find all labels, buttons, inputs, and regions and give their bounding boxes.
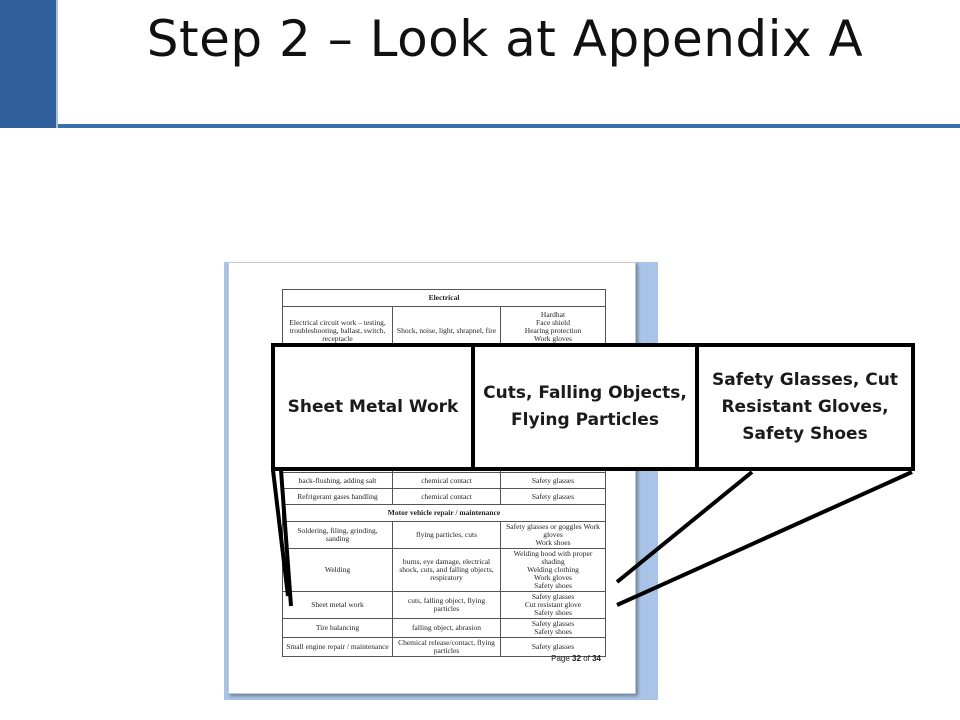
page-number [551,654,601,663]
table-row [283,592,606,619]
ppe-cell: Safety glasses Safety shoes [501,619,606,638]
hazard-cell: chemical contact [393,489,501,505]
section-motor-vehicle: Motor vehicle repair / maintenance [283,505,606,522]
section-header [283,290,606,307]
ppe-cell: Safety glasses [501,489,606,505]
task-cell: Soldering, filing, grinding, sanding [283,522,393,549]
task-cell: Tire balancing [283,619,393,638]
table-row [283,549,606,592]
ppe-cell: Safety glasses or goggles Work gloves Work shoes [501,522,606,549]
task-cell: Small engine repair / maintenance [283,638,393,657]
page-number-prefix: Page [551,654,570,663]
hazard-cell: burns, eye damage, electrical shock, cuts, and falling objects, respiratory [393,549,501,592]
task-cell: Sheet metal work [283,592,393,619]
table-row [283,473,606,489]
title-underline [58,124,960,128]
table-row [283,522,606,549]
section-header [283,505,606,522]
hazard-cell: falling object, abrasion [393,619,501,638]
ppe-cell: Safety glasses [501,638,606,657]
callout-ppe [695,343,915,471]
task-cell: back-flushing, adding salt [283,473,393,489]
ppe-cell: Safety glasses Cut resistant glove Safety shoes [501,592,606,619]
slide-title: Step 2 – Look at Appendix A [146,10,864,68]
hazard-cell: cuts, falling object, flying particles [393,592,501,619]
pointer-line-right-lower [617,472,912,605]
page-number-of: of [583,654,590,663]
table-row [283,489,606,505]
task-cell: Refrigerant gases handling [283,489,393,505]
ppe-cell: Safety glasses [501,473,606,489]
task-cell: Welding [283,549,393,592]
ppe-cell: Hardhat Face shield Hearing protection Work gloves [501,307,606,355]
callout-task-text: Sheet Metal Work [287,396,459,417]
task-cell: Electrical circuit work – testing, troubleshooting, ballast, switch, receptacle [283,307,393,355]
appendix-page [228,262,636,694]
callout-hazards [471,343,699,471]
page-number-current: 32 [572,654,581,663]
hazard-cell: Chemical release/contact, flying particles [393,638,501,657]
table-row [283,619,606,638]
callout-task [271,343,475,471]
hazard-cell: flying particles, cuts [393,522,501,549]
hazard-cell: chemical contact [393,473,501,489]
callout-ppe-text: Safety Glasses, Cut Resistant Gloves, Safety Shoes [712,369,898,444]
callout-hazards-text: Cuts, Falling Objects, Flying Particles [483,383,687,430]
hazard-cell: Shock, noise, light, shrapnel, fire [393,307,501,355]
ppe-cell: Welding hood with proper shading Welding clothing Work gloves Safety shoes [501,549,606,592]
page-number-total: 34 [592,654,601,663]
section-electrical: Electrical [283,290,606,307]
